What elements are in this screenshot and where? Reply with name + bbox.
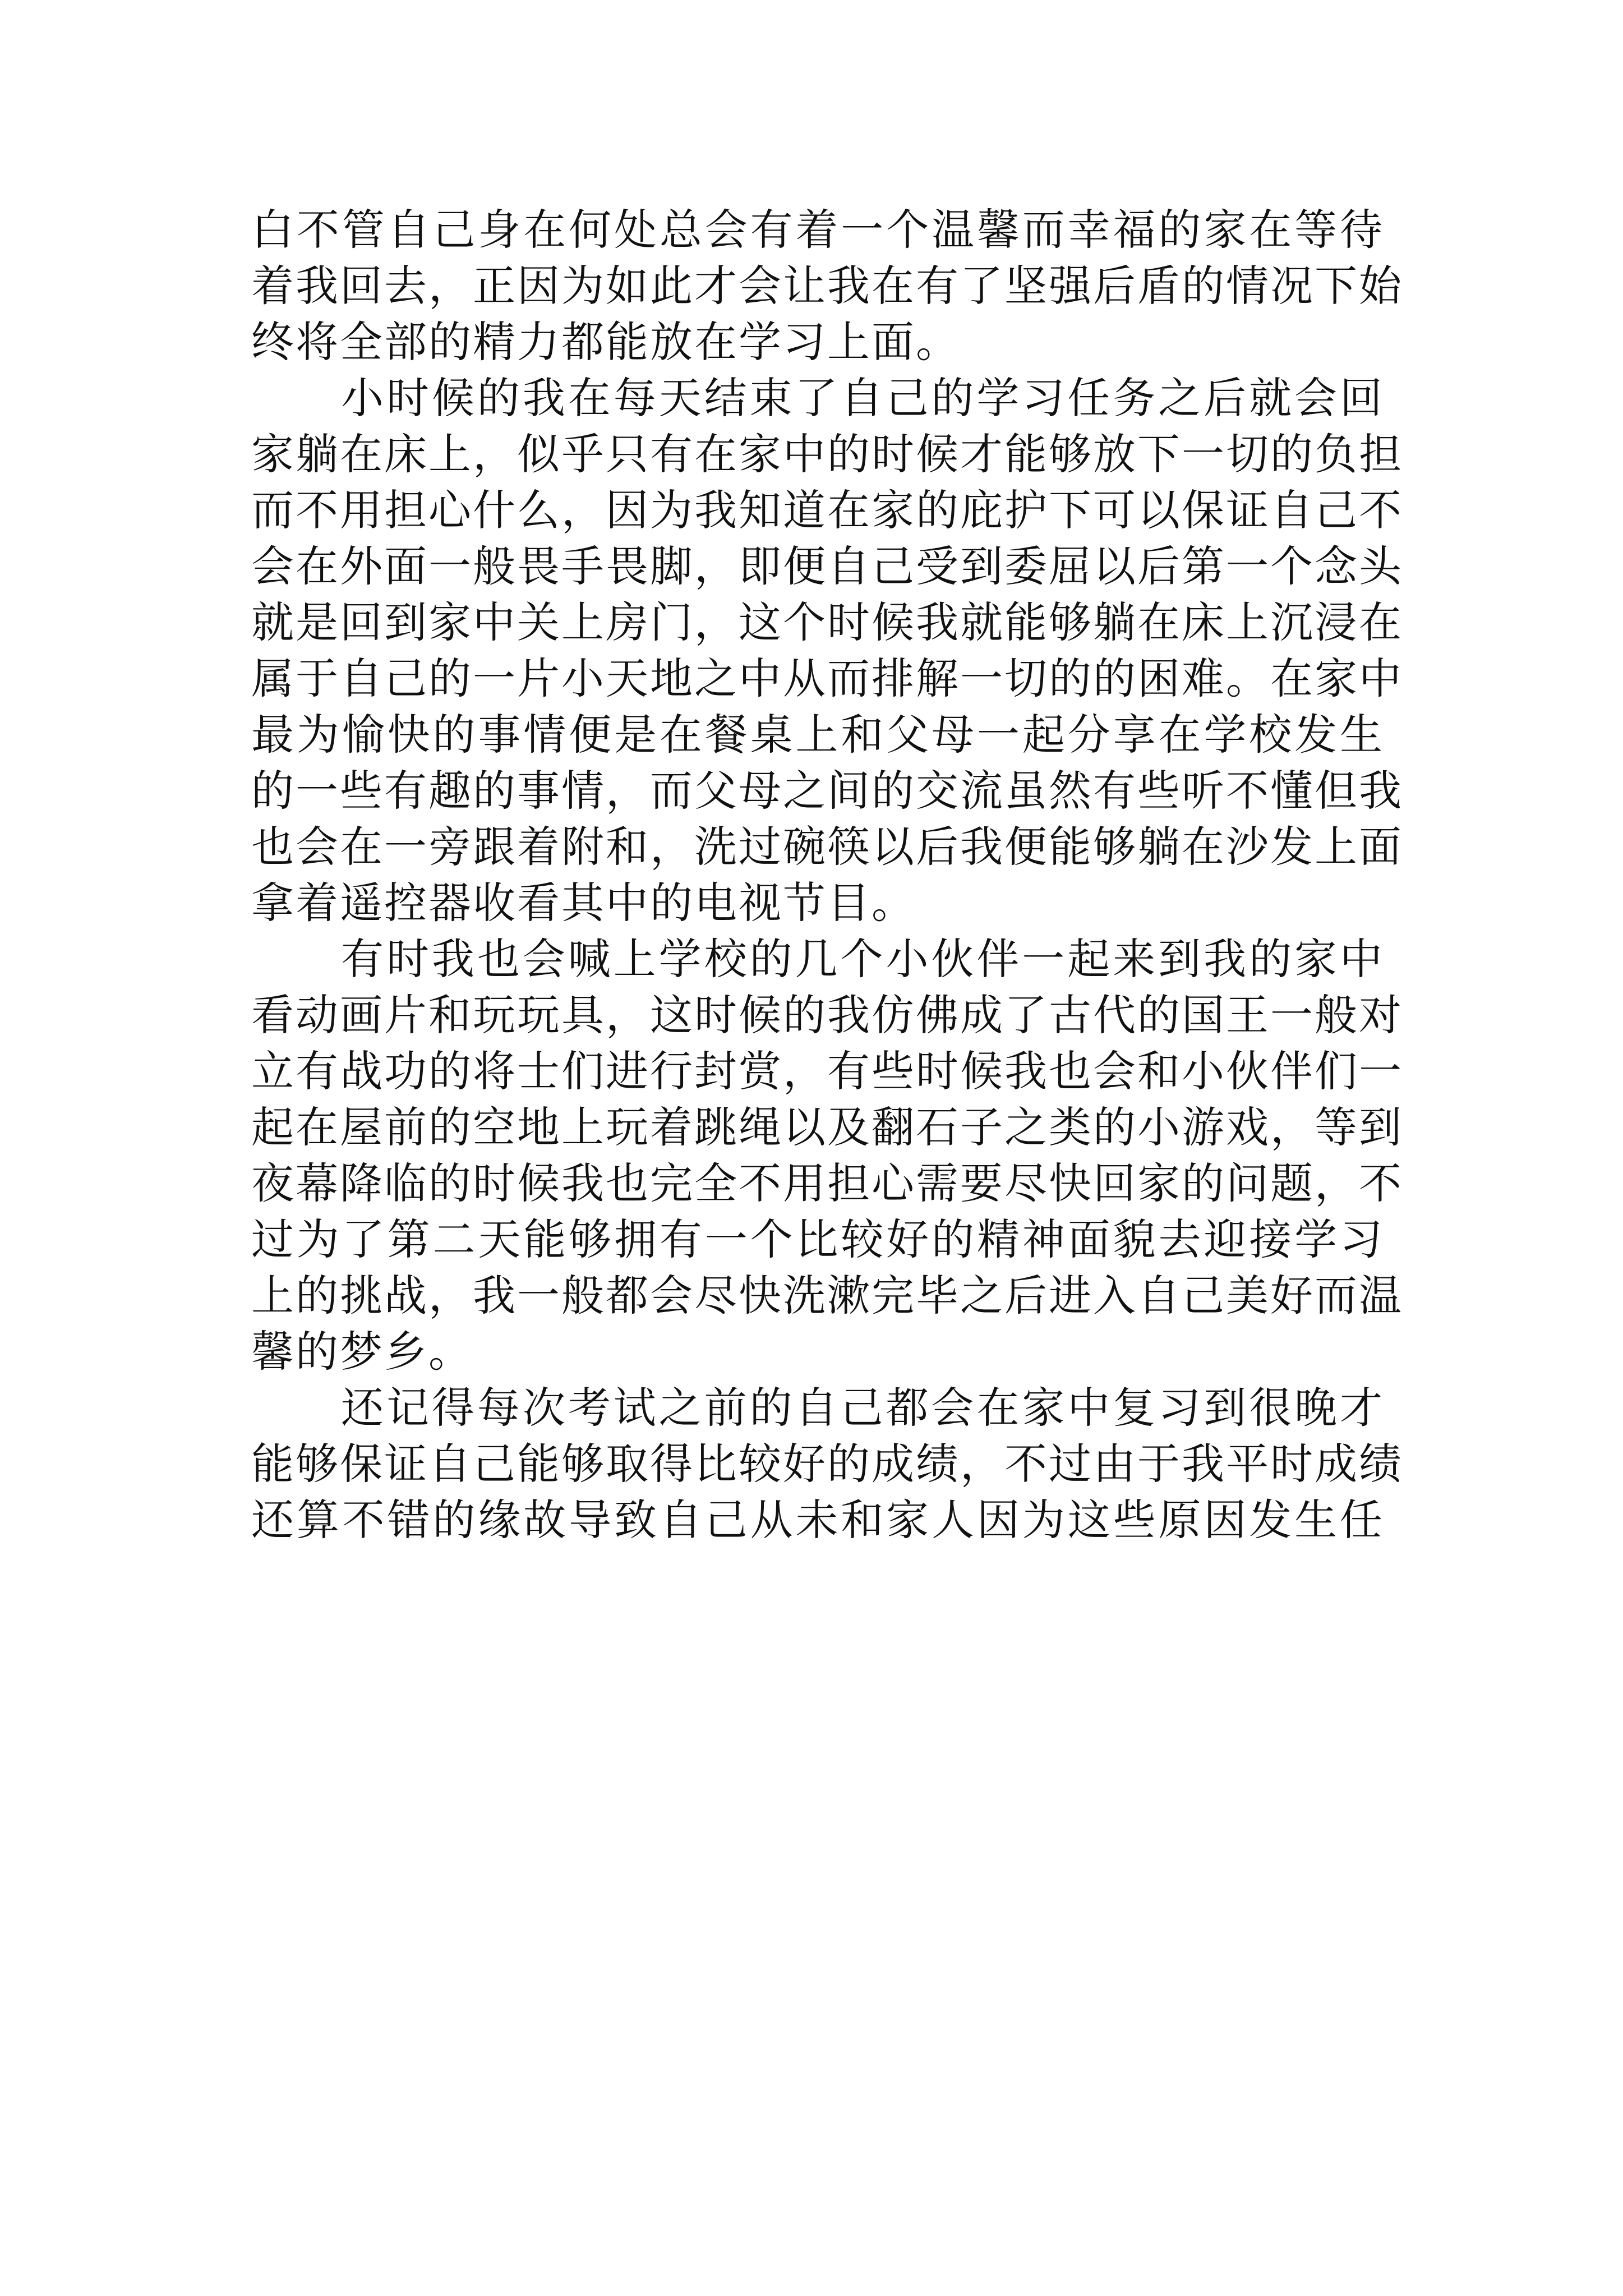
paragraph-4 <box>251 1380 1403 1548</box>
text-line: 白不管自己身在何处总会有着一个温馨而幸福的家在等待 <box>251 205 1384 255</box>
text-line: 看动画片和玩玩具，这时候的我仿佛成了古代的国王一般对 <box>251 990 1403 1040</box>
text-line: 立有战功的将士们进行封赏，有些时候我也会和小伙伴们一 <box>251 1046 1403 1096</box>
text-line: 馨的梦乡。 <box>251 1327 473 1377</box>
text-line: 属于自己的一片小天地之中从而排解一切的的困难。在家中 <box>251 654 1403 703</box>
text-line: 终将全部的精力都能放在学习上面。 <box>251 317 960 367</box>
text-line: 会在外面一般畏手畏脚，即便自己受到委屈以后第一个念头 <box>251 541 1403 591</box>
paragraph-3 <box>251 931 1403 1380</box>
text-line: 过为了第二天能够拥有一个比较好的精神面貌去迎接学习 <box>251 1214 1384 1264</box>
text-line: 的一些有趣的事情，而父母之间的交流虽然有些听不懂但我 <box>251 766 1403 816</box>
text-line: 拿着遥控器收看其中的电视节目。 <box>251 878 916 928</box>
text-line: 也会在一旁跟着附和，洗过碗筷以后我便能够躺在沙发上面 <box>251 822 1403 872</box>
paragraph-2 <box>251 370 1403 931</box>
body-text <box>251 202 1403 1548</box>
text-line: 而不用担心什么，因为我知道在家的庇护下可以保证自己不 <box>251 485 1403 535</box>
text-line: 起在屋前的空地上玩着跳绳以及翻石子之类的小游戏，等到 <box>251 1102 1403 1152</box>
text-line: 就是回到家中关上房门，这个时候我就能够躺在床上沉浸在 <box>251 597 1403 647</box>
text-line: 还算不错的缘故导致自己从未和家人因为这些原因发生任 <box>251 1495 1384 1545</box>
text-line: 小时候的我在每天结束了自己的学习任务之后就会回 <box>341 373 1384 423</box>
text-line: 家躺在床上，似乎只有在家中的时候才能够放下一切的负担 <box>251 429 1403 479</box>
text-line: 还记得每次考试之前的自己都会在家中复习到很晚才 <box>341 1383 1384 1433</box>
text-line: 最为愉快的事情便是在餐桌上和父母一起分享在学校发生 <box>251 710 1384 760</box>
paragraph-1 <box>251 202 1403 370</box>
text-line: 夜幕降临的时候我也完全不用担心需要尽快回家的问题，不 <box>251 1158 1403 1208</box>
text-line: 能够保证自己能够取得比较好的成绩，不过由于我平时成绩 <box>251 1439 1403 1489</box>
text-line: 上的挑战，我一般都会尽快洗漱完毕之后进入自己美好而温 <box>251 1271 1403 1320</box>
text-line: 着我回去，正因为如此才会让我在有了坚强后盾的情况下始 <box>251 261 1403 311</box>
text-line: 有时我也会喊上学校的几个小伙伴一起来到我的家中 <box>341 934 1384 984</box>
